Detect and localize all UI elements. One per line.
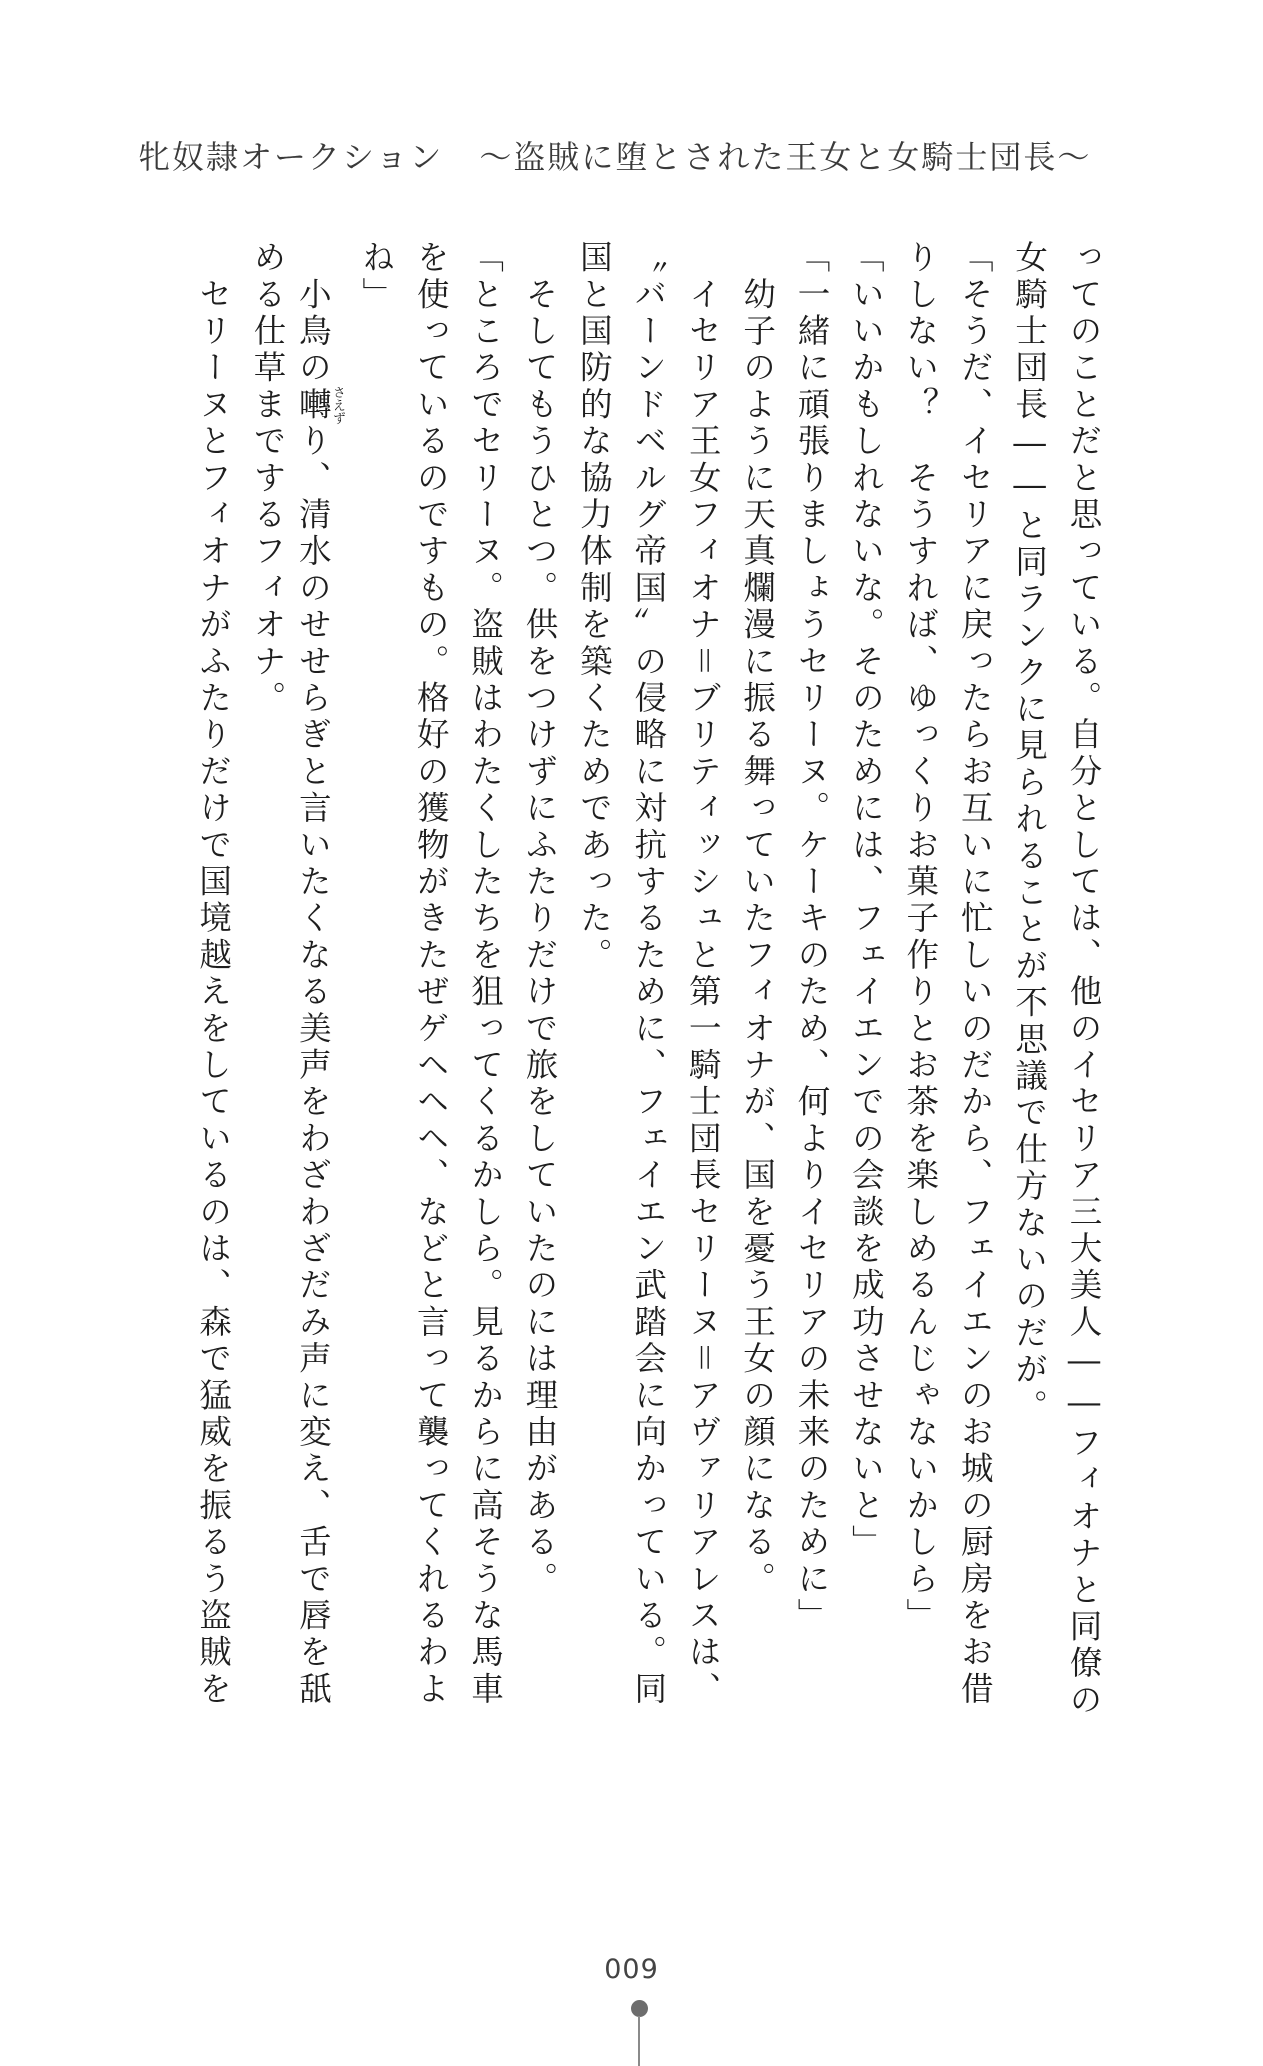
text-line: を使っているのですもの。格好の獲物がきたぜゲヘヘヘ、などと言って襲ってくれるわよ xyxy=(412,240,451,1708)
text-line: セリーヌとフィオナがふたりだけで国境越えをしているのは、森で猛威を振るう盗賊を xyxy=(194,240,233,1708)
ruby-reading: さえず xyxy=(329,385,345,425)
page-marker-dot-icon xyxy=(631,2000,648,2017)
ruby-annotation: 囀さえず xyxy=(294,385,345,425)
page-marker-line xyxy=(638,2016,640,2066)
text-line: イセリア王女フィオナ＝ブリティッシュと第一騎士団長セリーヌ＝アヴァリアレスは、 xyxy=(684,240,723,1708)
text-line: 〝バーンドベルグ帝国〟の侵略に対抗するために、フェイエン武踏会に向かっている。同 xyxy=(629,240,668,1708)
text-line: りしない？ そうすれば、ゆっくりお菓子作りとお茶を楽しめるんじゃないかしら」 xyxy=(901,240,940,1635)
text-line: 小鳥の囀さえずり、清水のせせらぎと言いたくなる美声をわざわざだみ声に変え、舌で唇を舐 xyxy=(294,240,345,1709)
text-line: 「そうだ、イセリアに戻ったらお互いに忙しいのだから、フェイエンのお城の厨房をお借 xyxy=(956,240,995,1708)
text-line: 国と国防的な協力体制を築くためであった。 xyxy=(575,240,614,974)
text-line: 女騎士団長――と同ランクに見られることが不思議で仕方ないのだが。 xyxy=(1010,240,1049,1426)
text-line: 「ところでセリーヌ。盗賊はわたくしたちを狙ってくるかしら。見るからに高そうな馬車 xyxy=(466,240,505,1708)
page-number: 009 xyxy=(604,1954,659,1985)
running-header xyxy=(138,132,1091,178)
text-line: ね」 xyxy=(357,240,396,314)
vertical-text-body xyxy=(120,240,1103,1720)
text-line: 「いいかもしれないな。そのためには、フェイエンでの会談を成功させないと」 xyxy=(847,240,886,1562)
book-subtitle: 〜盗賊に堕とされた王女と女騎士団長〜 xyxy=(479,138,1092,176)
book-title: 牝奴隷オークション xyxy=(138,138,444,176)
text-line: そしてもうひとつ。供をつけずにふたりだけで旅をしていたのには理由がある。 xyxy=(521,240,559,1598)
text-line: ってのことだと思っている。自分としては、他のイセリア三大美人――フィオナと同僚の xyxy=(1065,240,1103,1719)
text-line: 幼子のように天真爛漫に振る舞っていたフィオナが、国を憂う王女の顔になる。 xyxy=(738,240,777,1598)
text-line: 「一緒に頑張りましょうセリーヌ。ケーキのため、何よりイセリアの未来のために」 xyxy=(793,240,831,1635)
text-line: める仕草までするフィオナ。 xyxy=(249,240,287,718)
